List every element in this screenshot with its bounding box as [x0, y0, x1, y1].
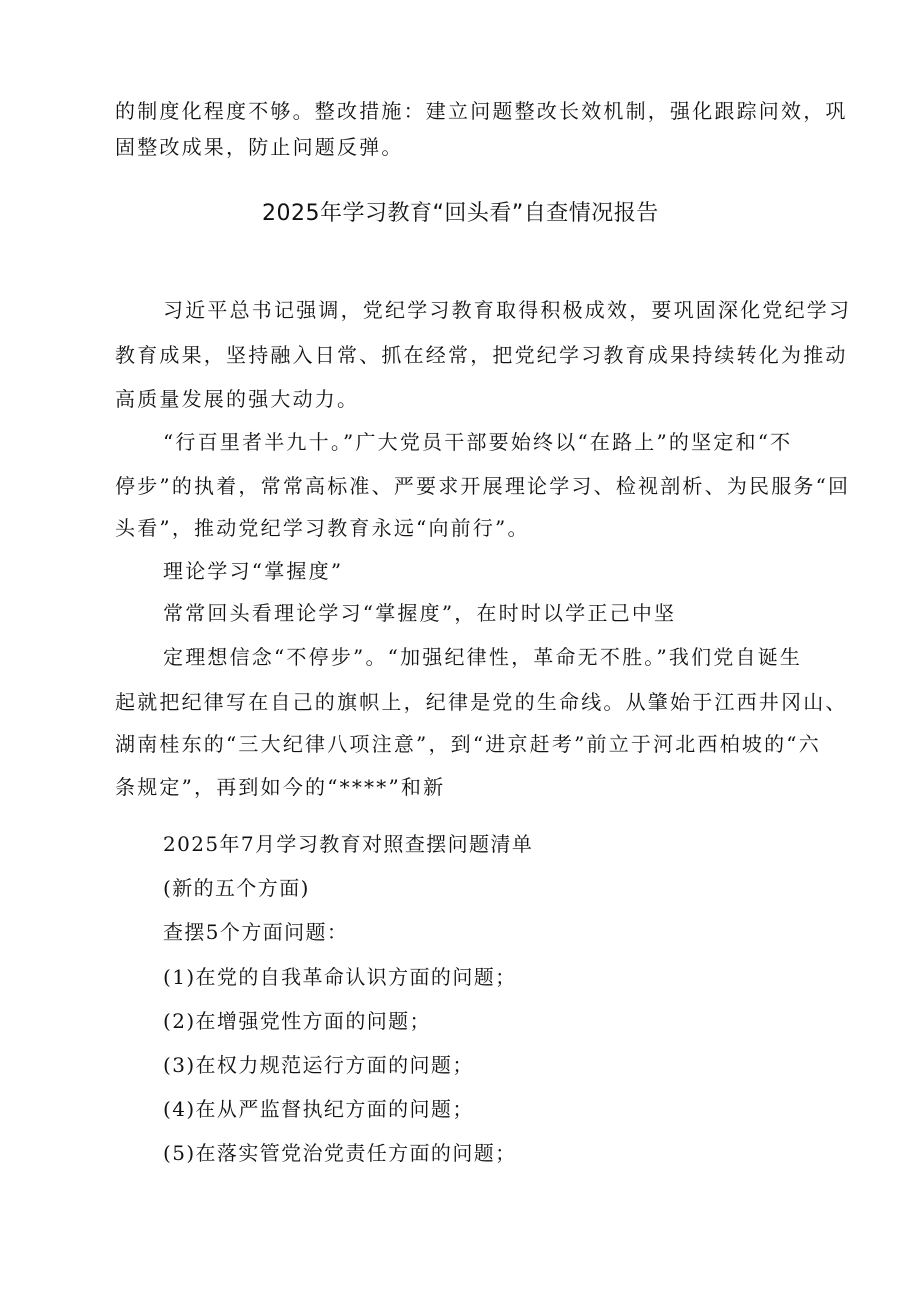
- intro-line-2: 固整改成果，防止问题反弹。: [115, 135, 404, 159]
- paragraph4-line-1: 定理想信念“不停步”。“加强纪律性，革命无不胜。”我们党自诞生: [163, 645, 803, 669]
- paragraph2-line-2: 停步”的执着，常常高标准、严要求开展理论学习、检视剖析、为民服务“回: [115, 474, 851, 498]
- section-heading: 理论学习“掌握度”: [163, 559, 344, 583]
- checklist-item-3: (3)在权力规范运行方面的问题；: [163, 1053, 474, 1077]
- paragraph2-line-1: “行百里者半九十。”广大党员干部要始终以“在路上”的坚定和“不: [163, 430, 793, 454]
- paragraph4-line-2: 起就把纪律写在自己的旗帜上，纪律是党的生命线。从肇始于江西井冈山、: [115, 690, 848, 714]
- paragraph1-line-2: 教育成果，坚持融入日常、抓在经常，把党纪学习教育成果持续转化为推动: [115, 343, 848, 367]
- paragraph3-line: 常常回头看理论学习“掌握度”，在时时以学正己中坚: [163, 601, 677, 625]
- paragraph4-line-4: 条规定”，再到如今的“****”和新: [115, 775, 446, 799]
- intro-line-1: 的制度化程度不够。整改措施：建立问题整改长效机制，强化跟踪问效，巩: [115, 99, 848, 123]
- paragraph1-line-3: 高质量发展的强大动力。: [115, 387, 360, 411]
- checklist-title: 2025年7月学习教育对照查摆问题清单: [163, 832, 534, 856]
- checklist-item-2: (2)在增强党性方面的问题；: [163, 1009, 431, 1033]
- paragraph1-line-1: 习近平总书记强调，党纪学习教育取得积极成效，要巩固深化党纪学习: [163, 298, 852, 322]
- checklist-intro: 查摆5个方面问题：: [163, 920, 349, 944]
- checklist-subtitle: (新的五个方面): [163, 876, 310, 900]
- checklist-item-1: (1)在党的自我革命认识方面的问题；: [163, 965, 517, 989]
- checklist-item-5: (5)在落实管党治党责任方面的问题；: [163, 1141, 517, 1165]
- checklist-item-4: (4)在从严监督执纪方面的问题；: [163, 1097, 474, 1121]
- report-title: 2025年学习教育“回头看”自查情况报告: [262, 201, 659, 226]
- paragraph2-line-3: 头看”，推动党纪学习教育永远“向前行”。: [115, 516, 530, 540]
- paragraph4-line-3: 湖南桂东的“三大纪律八项注意”，到“进京赶考”前立于河北西柏坡的“六: [115, 732, 821, 756]
